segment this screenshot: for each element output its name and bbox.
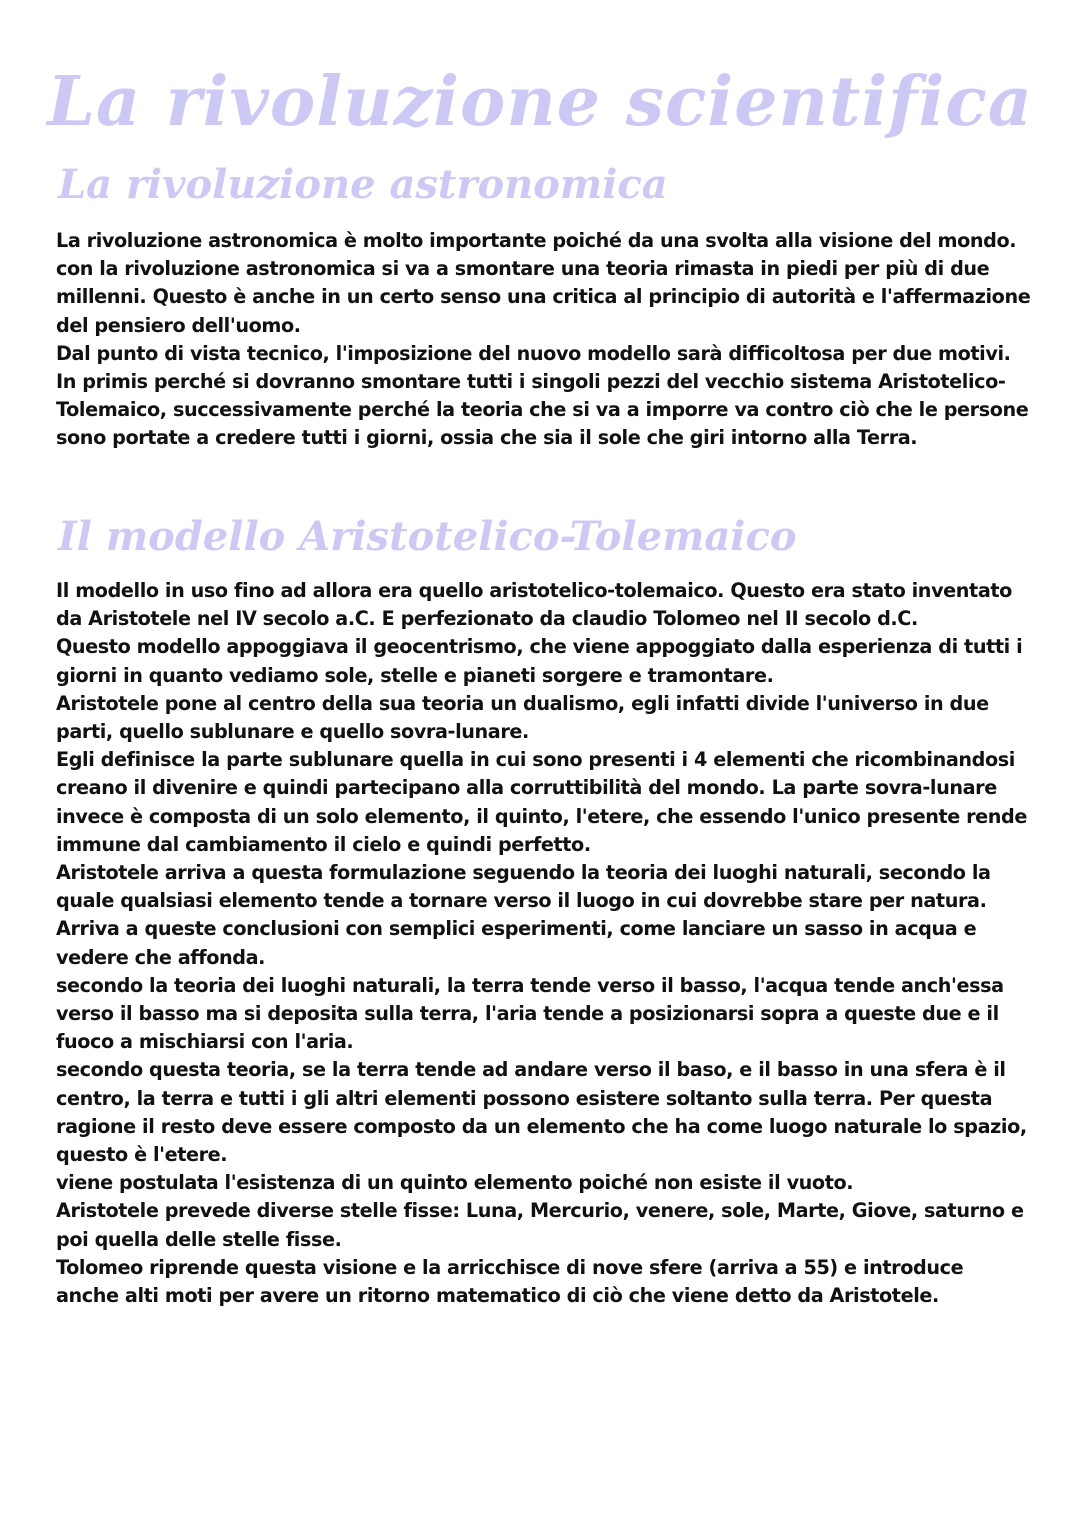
section-heading-astronomical-revolution: La rivoluzione astronomica bbox=[58, 161, 668, 208]
section-heading-aristotelian-ptolemaic-model: Il modello Aristotelico-Tolemaico bbox=[58, 513, 797, 560]
section-body-aristotelian-ptolemaic-model bbox=[56, 577, 1031, 1310]
paragraph: Aristotele pone al centro della sua teoria un dualismo, egli infatti divide l'universo in due parti, quello sublunare e quello sovra-lunare. bbox=[56, 691, 989, 744]
paragraph: Questo modello appoggiava il geocentrismo, che viene appoggiato dalla esperienza di tutti i giorni in quanto vediamo sole, stelle e pianeti sorgere e tramontare. bbox=[56, 635, 1023, 687]
paragraph: La rivoluzione astronomica è molto importante poiché da una svolta alla visione del mondo. bbox=[56, 229, 1017, 252]
paragraph: secondo la teoria dei luoghi naturali, la terra tende verso il basso, l'acqua tende anch'essa verso il basso ma si deposita sulla terra, l'aria tende a posizionarsi sopra a queste due e il fuoco a mischiarsi con l'aria. bbox=[56, 973, 1004, 1054]
paragraph: secondo questa teoria, se la terra tende ad andare verso il baso, e il basso in una sfera è il centro, la terra e tutti i gli altri elementi possono esistere soltanto sulla terra. Per questa ragione il resto deve essere composto da un elemento che ha come luogo naturale lo spazio, questo è l'etere. bbox=[56, 1058, 1027, 1167]
paragraph: viene postulata l'esistenza di un quinto elemento poiché non esiste il vuoto. bbox=[56, 1171, 854, 1195]
paragraph: Dal punto di vista tecnico, l'imposizione del nuovo modello sarà difficoltosa per due motivi. In primis perché si dovranno smontare tutti i singoli pezzi del vecchio sistema Aristotelico-Tolemaico, successivamente perché la teoria che si va a imporre va contro ciò che le persone sono portate a credere tutti i giorni, ossia che sia il sole che giri intorno alla Terra. bbox=[56, 341, 1029, 450]
paragraph: Tolomeo riprende questa visione e la arricchisce di nove sfere (arriva a 55) e introduce anche alti moti per avere un ritorno matematico di ciò che viene detto da Aristotele. bbox=[56, 1255, 964, 1308]
paragraph: Egli definisce la parte sublunare quella in cui sono presenti i 4 elementi che ricombinandosi creano il divenire e quindi partecipano alla corruttibilità del mondo. La parte sovra-lunare invece è composta di un solo elemento, il quinto, l'etere, che essendo l'unico presente rende immune dal cambiamento il cielo e quindi perfetto. bbox=[56, 748, 1028, 856]
paragraph: con la rivoluzione astronomica si va a smontare una teoria rimasta in piedi per più di due millenni. Questo è anche in un certo senso una critica al principio di autorità e l'affermazione del pensiero dell'uomo. bbox=[56, 257, 1031, 337]
paragraph: Il modello in uso fino ad allora era quello aristotelico-tolemaico. Questo era stato inventato da Aristotele nel IV secolo a.C. E perfezionato da claudio Tolomeo nel II secolo d.C. bbox=[56, 579, 1012, 631]
section-body-astronomical-revolution bbox=[56, 227, 1031, 453]
paragraph: Aristotele prevede diverse stelle fisse: Luna, Mercurio, venere, sole, Marte, Giove, saturno e poi quella delle stelle fisse. bbox=[56, 1199, 1024, 1251]
page-title: La rivoluzione scientifica bbox=[47, 62, 1033, 142]
paragraph: Aristotele arriva a questa formulazione seguendo la teoria dei luoghi naturali, secondo la quale qualsiasi elemento tende a tornare verso il luogo in cui dovrebbe stare per natura. Arriva a queste conclusioni con semplici esperimenti, come lanciare un sasso in acqua e vedere che affonda. bbox=[56, 861, 991, 969]
